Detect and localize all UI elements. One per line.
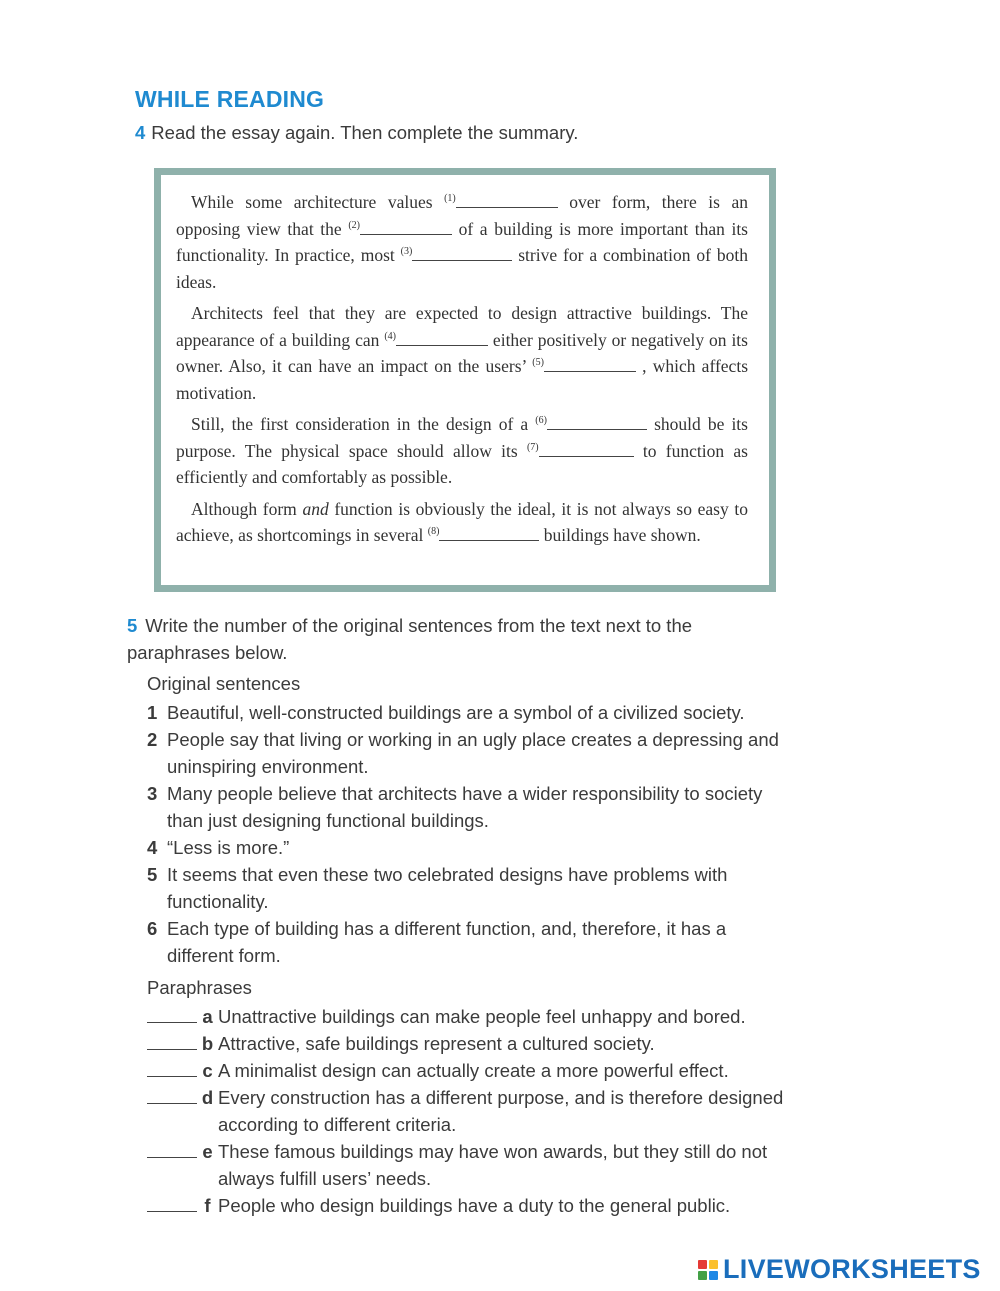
answer-blank-8[interactable] xyxy=(439,526,539,541)
blank-number: (3) xyxy=(400,246,413,257)
logo-block xyxy=(698,1260,707,1269)
exercise-number: 5 xyxy=(127,615,138,636)
sentence-text: Many people believe that architects have a wider responsibility to society than just designing functional buildings. xyxy=(167,783,763,831)
emphasis-text: and xyxy=(302,498,329,519)
paraphrase-item xyxy=(147,1003,787,1030)
summary-paragraph-4 xyxy=(176,496,748,549)
answer-line[interactable] xyxy=(147,1057,197,1084)
answer-blank-4[interactable] xyxy=(396,331,488,346)
sentence-text: Beautiful, well-constructed buildings are a symbol of a civilized society. xyxy=(167,702,745,723)
sentence-text: Each type of building has a different function, and, therefore, it has a different form. xyxy=(167,918,727,966)
original-sentence-item xyxy=(147,726,787,780)
sentence-number: 3 xyxy=(147,783,158,804)
paraphrase-text: Every construction has a different purpose, and is therefore designed according to different criteria. xyxy=(218,1087,784,1135)
answer-blank-7[interactable] xyxy=(539,442,634,457)
paraphrase-text: Unattractive buildings can make people feel unhappy and bored. xyxy=(218,1006,746,1027)
summary-text-run: strive for a combination of both ideas. xyxy=(176,245,748,292)
answer-line[interactable] xyxy=(147,1003,197,1030)
exercise-instruction-text: Write the number of the original sentences from the text next to the paraphrases below. xyxy=(127,615,693,663)
exercise-5-instruction xyxy=(127,612,767,666)
section-title: WHILE READING xyxy=(135,86,325,112)
original-sentences-heading: Original sentences xyxy=(147,673,301,694)
paraphrase-item xyxy=(147,1084,787,1138)
summary-text-run: buildings have shown. xyxy=(539,525,701,545)
sentence-number: 4 xyxy=(147,837,158,858)
paraphrase-text: People who design buildings have a duty to the general public. xyxy=(218,1195,731,1216)
paraphrase-letter: c xyxy=(202,1060,213,1081)
paraphrase-text: Attractive, safe buildings represent a cultured society. xyxy=(218,1033,655,1054)
paraphrase-text: These famous buildings may have won awards, but they still do not always fulfill users’ needs. xyxy=(218,1141,768,1189)
paraphrase-letter: b xyxy=(201,1033,214,1054)
paraphrases-list xyxy=(147,1003,787,1219)
summary-text-run: either positively or negatively on its owner. Also, it can have an impact on the users’ xyxy=(176,329,748,376)
paraphrase-letter: a xyxy=(202,1006,213,1027)
liveworksheets-logo xyxy=(698,1254,981,1285)
paraphrase-letter: e xyxy=(202,1141,213,1162)
blank-number: (6) xyxy=(535,415,547,426)
sentence-text: “Less is more.” xyxy=(167,837,290,858)
logo-block xyxy=(709,1260,718,1269)
logo-block xyxy=(709,1271,718,1280)
answer-line[interactable] xyxy=(147,1138,197,1192)
paraphrase-item xyxy=(147,1030,787,1057)
summary-text-run: Although form xyxy=(191,498,303,519)
original-sentence-item xyxy=(147,699,787,726)
brand-name: LIVEWORKSHEETS xyxy=(723,1254,981,1284)
blank-number: (8) xyxy=(427,526,440,537)
answer-blank-1[interactable] xyxy=(456,193,558,208)
exercise-instruction-text: Read the essay again. Then complete the summary. xyxy=(151,122,579,143)
paraphrase-text: A minimalist design can actually create a more powerful effect. xyxy=(218,1060,729,1081)
summary-text-run: Architects feel that they are expected to design attractive buildings. The appearance of a building can xyxy=(176,303,748,350)
blank-number: (2) xyxy=(348,219,360,231)
logo-block xyxy=(698,1271,707,1280)
summary-text-run: function is obviously the ideal, it is not always so easy to achieve, as shortcomings in several xyxy=(176,498,748,545)
summary-text-run: should be its purpose. The physical space should allow its xyxy=(176,414,748,461)
blank-number: (5) xyxy=(532,357,544,368)
sentence-number: 6 xyxy=(147,918,158,939)
summary-text-run: Still, the first consideration in the design of a xyxy=(191,414,536,434)
original-sentence-item xyxy=(147,834,787,861)
sentence-text: It seems that even these two celebrated designs have problems with functionality. xyxy=(167,864,728,912)
answer-line[interactable] xyxy=(147,1192,197,1219)
original-sentences-list xyxy=(147,699,787,969)
answer-blank-2[interactable] xyxy=(360,220,452,235)
paraphrase-item xyxy=(147,1057,787,1084)
summary-paragraph-3 xyxy=(176,411,748,491)
blank-number: (4) xyxy=(384,330,396,342)
answer-blank-5[interactable] xyxy=(544,357,636,372)
summary-paragraph-2 xyxy=(176,300,748,406)
summary-paragraph-1 xyxy=(176,189,748,295)
logo-blocks-icon xyxy=(698,1260,718,1280)
answer-line[interactable] xyxy=(147,1030,197,1057)
sentence-number: 2 xyxy=(147,729,158,750)
paraphrase-item xyxy=(147,1138,787,1192)
blank-number: (1) xyxy=(444,193,456,204)
paraphrase-letter: f xyxy=(204,1195,211,1216)
exercise-number: 4 xyxy=(135,122,146,143)
blank-number: (7) xyxy=(526,441,539,453)
summary-text-run: , which affects motivation. xyxy=(176,356,748,403)
paraphrases-heading: Paraphrases xyxy=(147,977,252,998)
original-sentence-item xyxy=(147,861,787,915)
sentence-number: 1 xyxy=(147,702,158,723)
answer-blank-6[interactable] xyxy=(547,415,647,430)
paraphrase-letter: d xyxy=(201,1087,214,1108)
paraphrase-item xyxy=(147,1192,787,1219)
original-sentence-item xyxy=(147,780,787,834)
original-sentence-item xyxy=(147,915,787,969)
summary-text-run: of a building is more important than its functionality. In practice, most xyxy=(176,218,748,265)
exercise-4-instruction xyxy=(135,122,578,144)
answer-blank-3[interactable] xyxy=(412,246,512,261)
summary-text-run: over form, there is an opposing view that the xyxy=(176,192,749,239)
summary-text xyxy=(176,189,748,554)
summary-text-run: to function as efficiently and comfortably as possible. xyxy=(176,440,748,487)
sentence-number: 5 xyxy=(147,864,158,885)
answer-line[interactable] xyxy=(147,1084,197,1138)
summary-text-run: While some architecture values xyxy=(191,192,445,212)
sentence-text: People say that living or working in an ugly place creates a depressing and uninspiring environment. xyxy=(167,729,779,777)
